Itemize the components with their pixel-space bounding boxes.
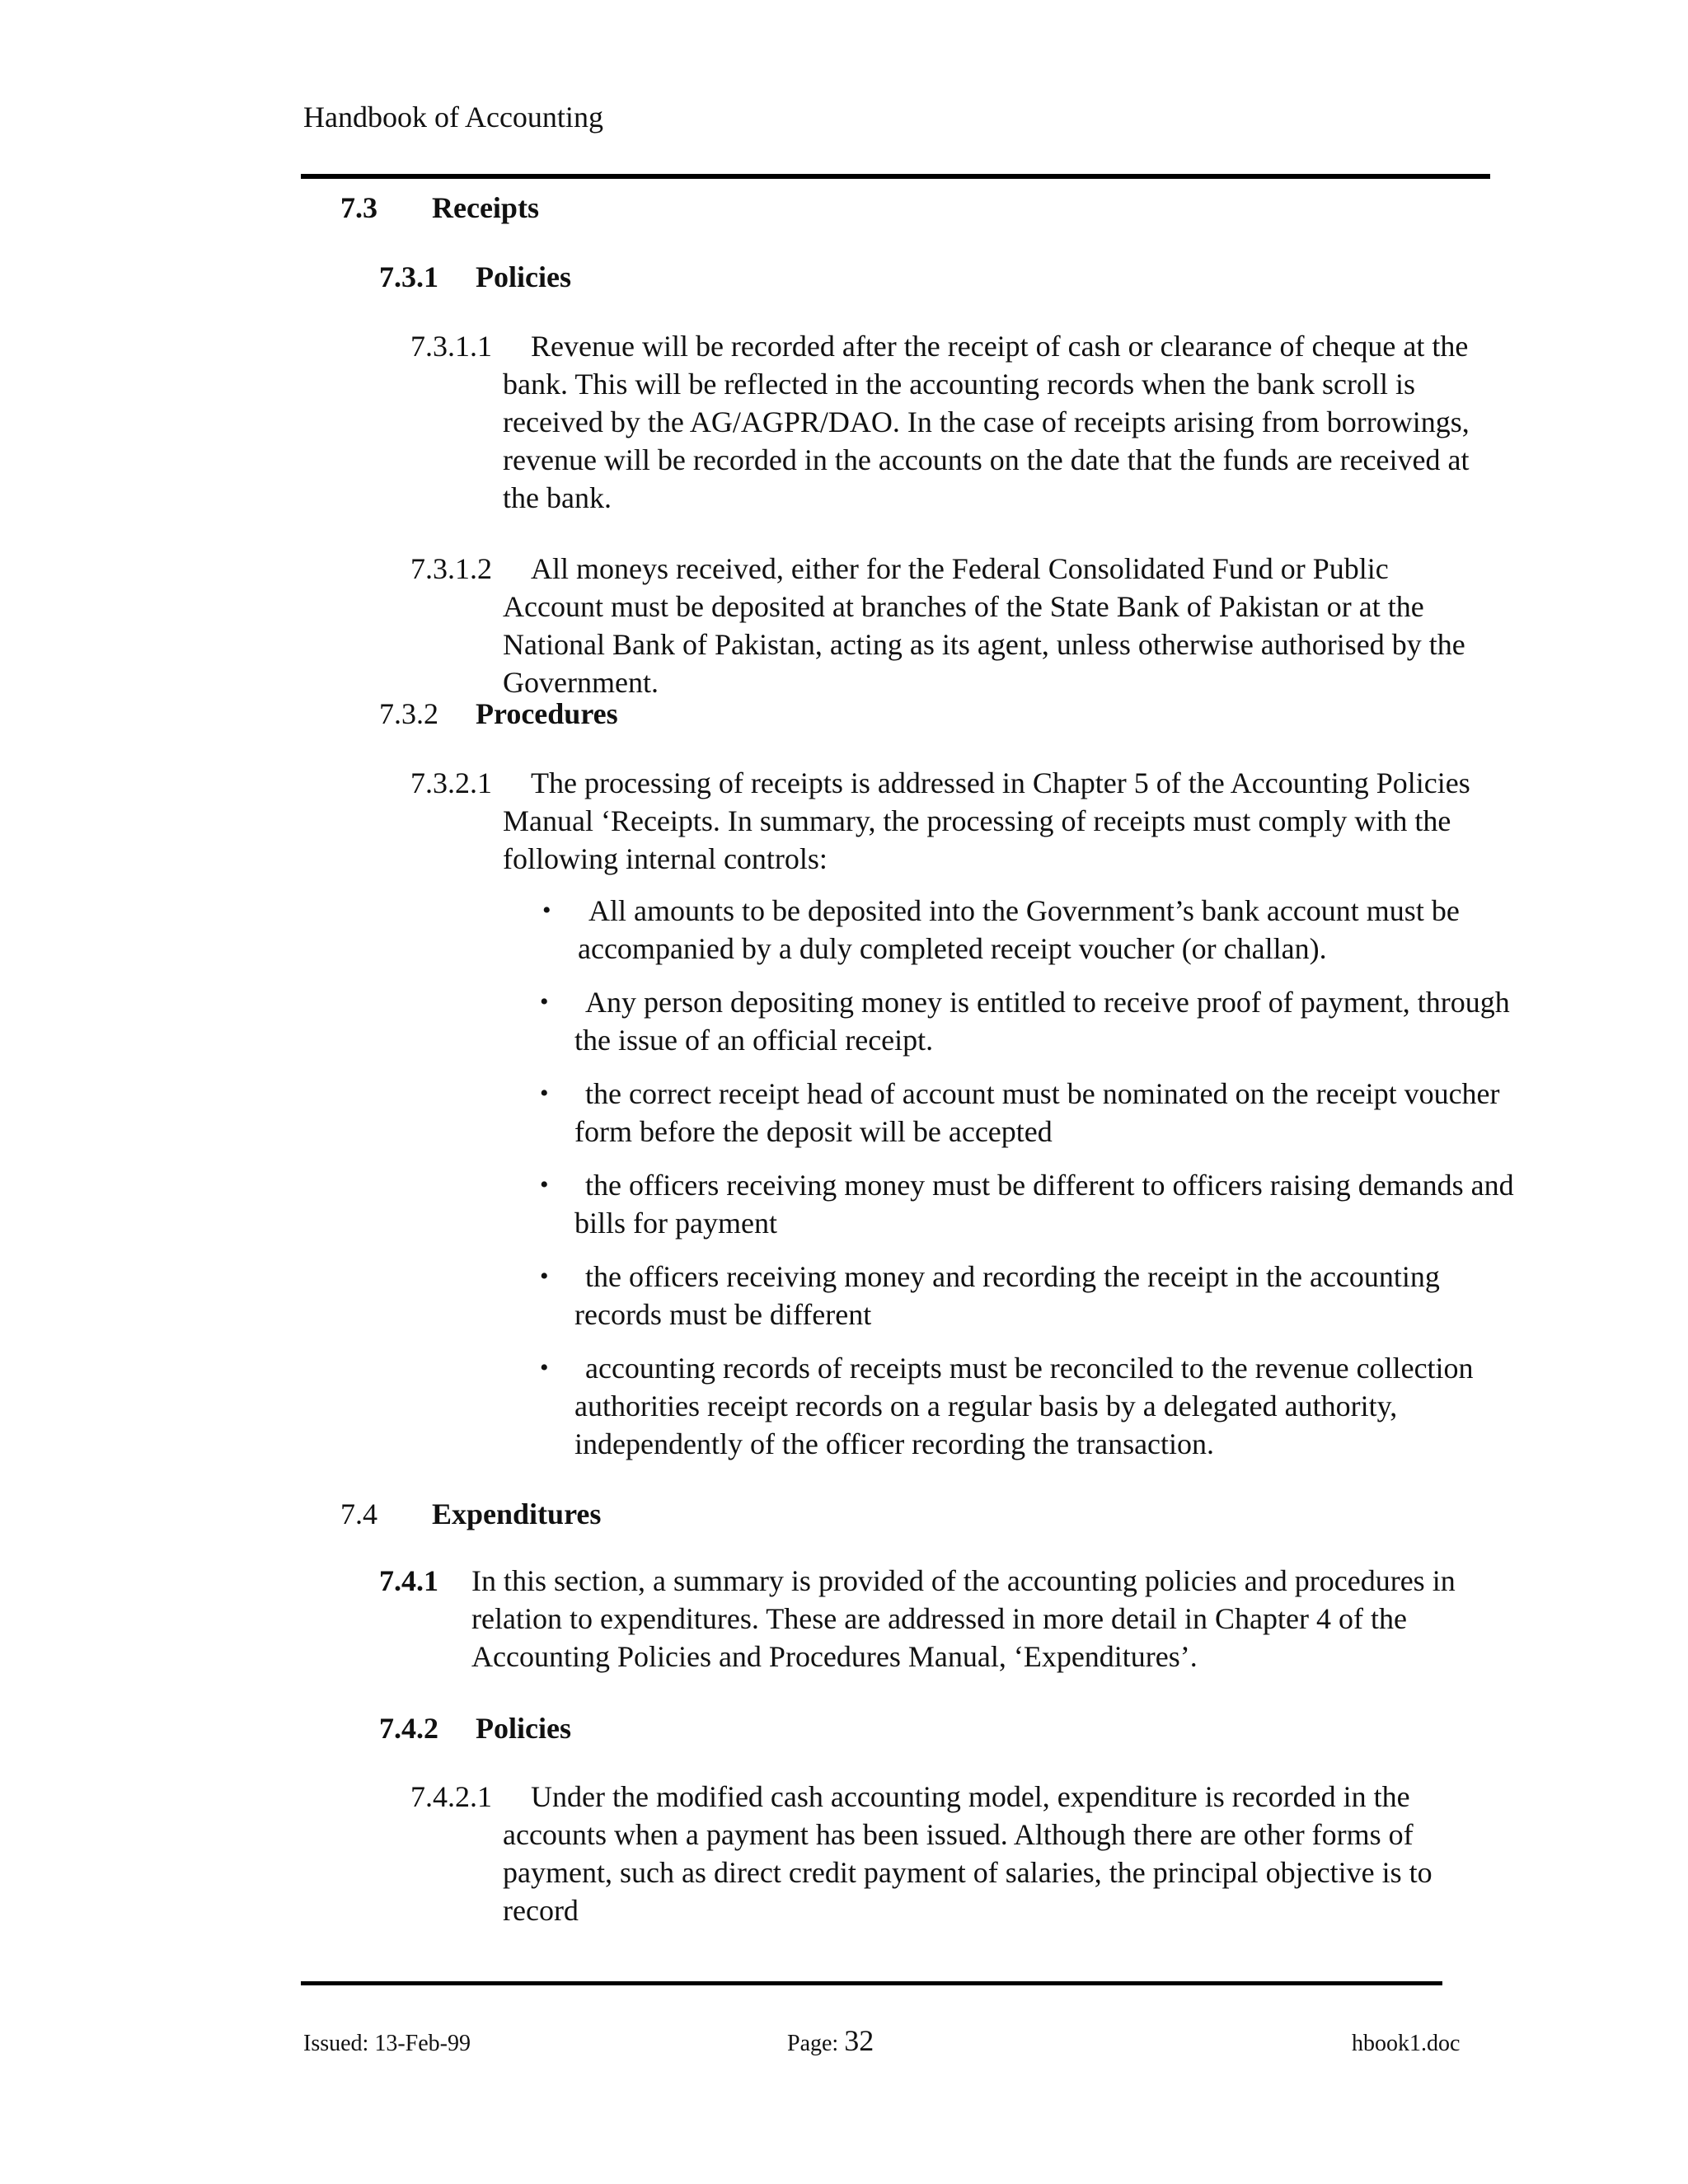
bullet-dot: • [540, 1354, 549, 1381]
list-item-continuation: accompanied by a duly completed receipt voucher (or challan). [578, 932, 1327, 965]
list-item-continuation: independently of the officer recording the transaction. [574, 1427, 1215, 1460]
paragraph-number: 7.3.2.1 [410, 766, 492, 799]
section-7-3-1-title: Policies [476, 260, 571, 293]
paragraph-number: 7.3.1.1 [410, 330, 492, 363]
section-7-4-title: Expenditures [432, 1497, 602, 1530]
list-item: Any person depositing money is entitled to receive proof of payment, through [585, 986, 1510, 1019]
section-7-3-title: Receipts [432, 191, 539, 224]
list-item-continuation: records must be different [574, 1298, 872, 1331]
paragraph-number: 7.4.1 [379, 1564, 438, 1597]
section-7-4-2-number: 7.4.2 [379, 1712, 438, 1745]
paragraph-text: Under the modified cash accounting model, expenditure is recorded in the accounts when a payment has been issued. Although there are other forms of payment, such as direct credit payment of salaries, the principal objective is to record [503, 1780, 1432, 1927]
paragraph-text: Revenue will be recorded after the receipt of cash or clearance of cheque at the bank. This will be reflected in the accounting records when the bank scroll is received by the AG/AGPR/DAO. In the case of receipts arising from borrowings, revenue will be recorded in the accounts on the date that the funds are received at the bank. [503, 330, 1470, 514]
paragraph-number: 7.4.2.1 [410, 1780, 492, 1813]
list-item-continuation: form before the deposit will be accepted [574, 1115, 1053, 1148]
bullet-dot: • [540, 1080, 549, 1107]
footer-filename: hbook1.doc [1352, 2031, 1461, 2056]
section-7-3-1-number: 7.3.1 [379, 260, 438, 293]
paragraph-7-3-2-1 [410, 764, 1490, 878]
footer-issued-date: Issued: 13-Feb-99 [303, 2031, 471, 2056]
list-item: the officers receiving money and recording the receipt in the accounting [585, 1260, 1440, 1293]
list-item: the officers receiving money must be different to officers raising demands and [585, 1169, 1514, 1202]
footer-page [787, 2024, 874, 2060]
section-7-3-2-title: Procedures [476, 697, 618, 730]
list-item-continuation: bills for payment [574, 1207, 777, 1240]
list-item-continuation: the issue of an official receipt. [574, 1024, 934, 1057]
section-7-4-number: 7.4 [340, 1497, 377, 1530]
list-item: the correct receipt head of account must be nominated on the receipt voucher [585, 1077, 1500, 1110]
header-rule [301, 174, 1490, 179]
paragraph-7-3-1-1 [410, 327, 1490, 517]
paragraph-text: The processing of receipts is addressed in Chapter 5 of the Accounting Policies Manual ‘Receipts. In summary, the processing of receipts must comply with the following internal controls: [503, 766, 1470, 875]
list-item: accounting records of receipts must be reconciled to the revenue collection [585, 1352, 1474, 1385]
footer-page-label: Page: [787, 2031, 839, 2056]
bullet-dot: • [540, 988, 549, 1015]
paragraph-text: All moneys received, either for the Federal Consolidated Fund or Public Account must be deposited at branches of the State Bank of Pakistan or at the National Bank of Pakistan, acting as its agent, unless otherwise authorised by the Government. [503, 552, 1465, 699]
section-7-4-2-title: Policies [476, 1712, 571, 1745]
paragraph-number: 7.3.1.2 [410, 552, 492, 585]
paragraph-7-4-1 [379, 1562, 1490, 1675]
list-item: All amounts to be deposited into the Government’s bank account must be [588, 894, 1460, 927]
bullet-dot: • [542, 897, 551, 924]
running-header-title: Handbook of Accounting [303, 101, 603, 134]
section-7-3-number: 7.3 [340, 191, 377, 224]
bullet-dot: • [540, 1263, 549, 1290]
footer-page-number: 32 [844, 2024, 874, 2057]
paragraph-7-3-1-2 [410, 550, 1490, 701]
footer-rule [301, 1981, 1442, 1985]
paragraph-7-4-2-1 [410, 1778, 1490, 1929]
section-7-3-2-number: 7.3.2 [379, 697, 438, 730]
paragraph-text: In this section, a summary is provided of the accounting policies and procedures in relation to expenditures. These are addressed in more detail in Chapter 4 of the Accounting Policies and Procedures Manual, ‘Expenditures’. [471, 1564, 1456, 1673]
list-item-continuation: authorities receipt records on a regular basis by a delegated authority, [574, 1390, 1398, 1422]
bullet-dot: • [540, 1171, 549, 1198]
